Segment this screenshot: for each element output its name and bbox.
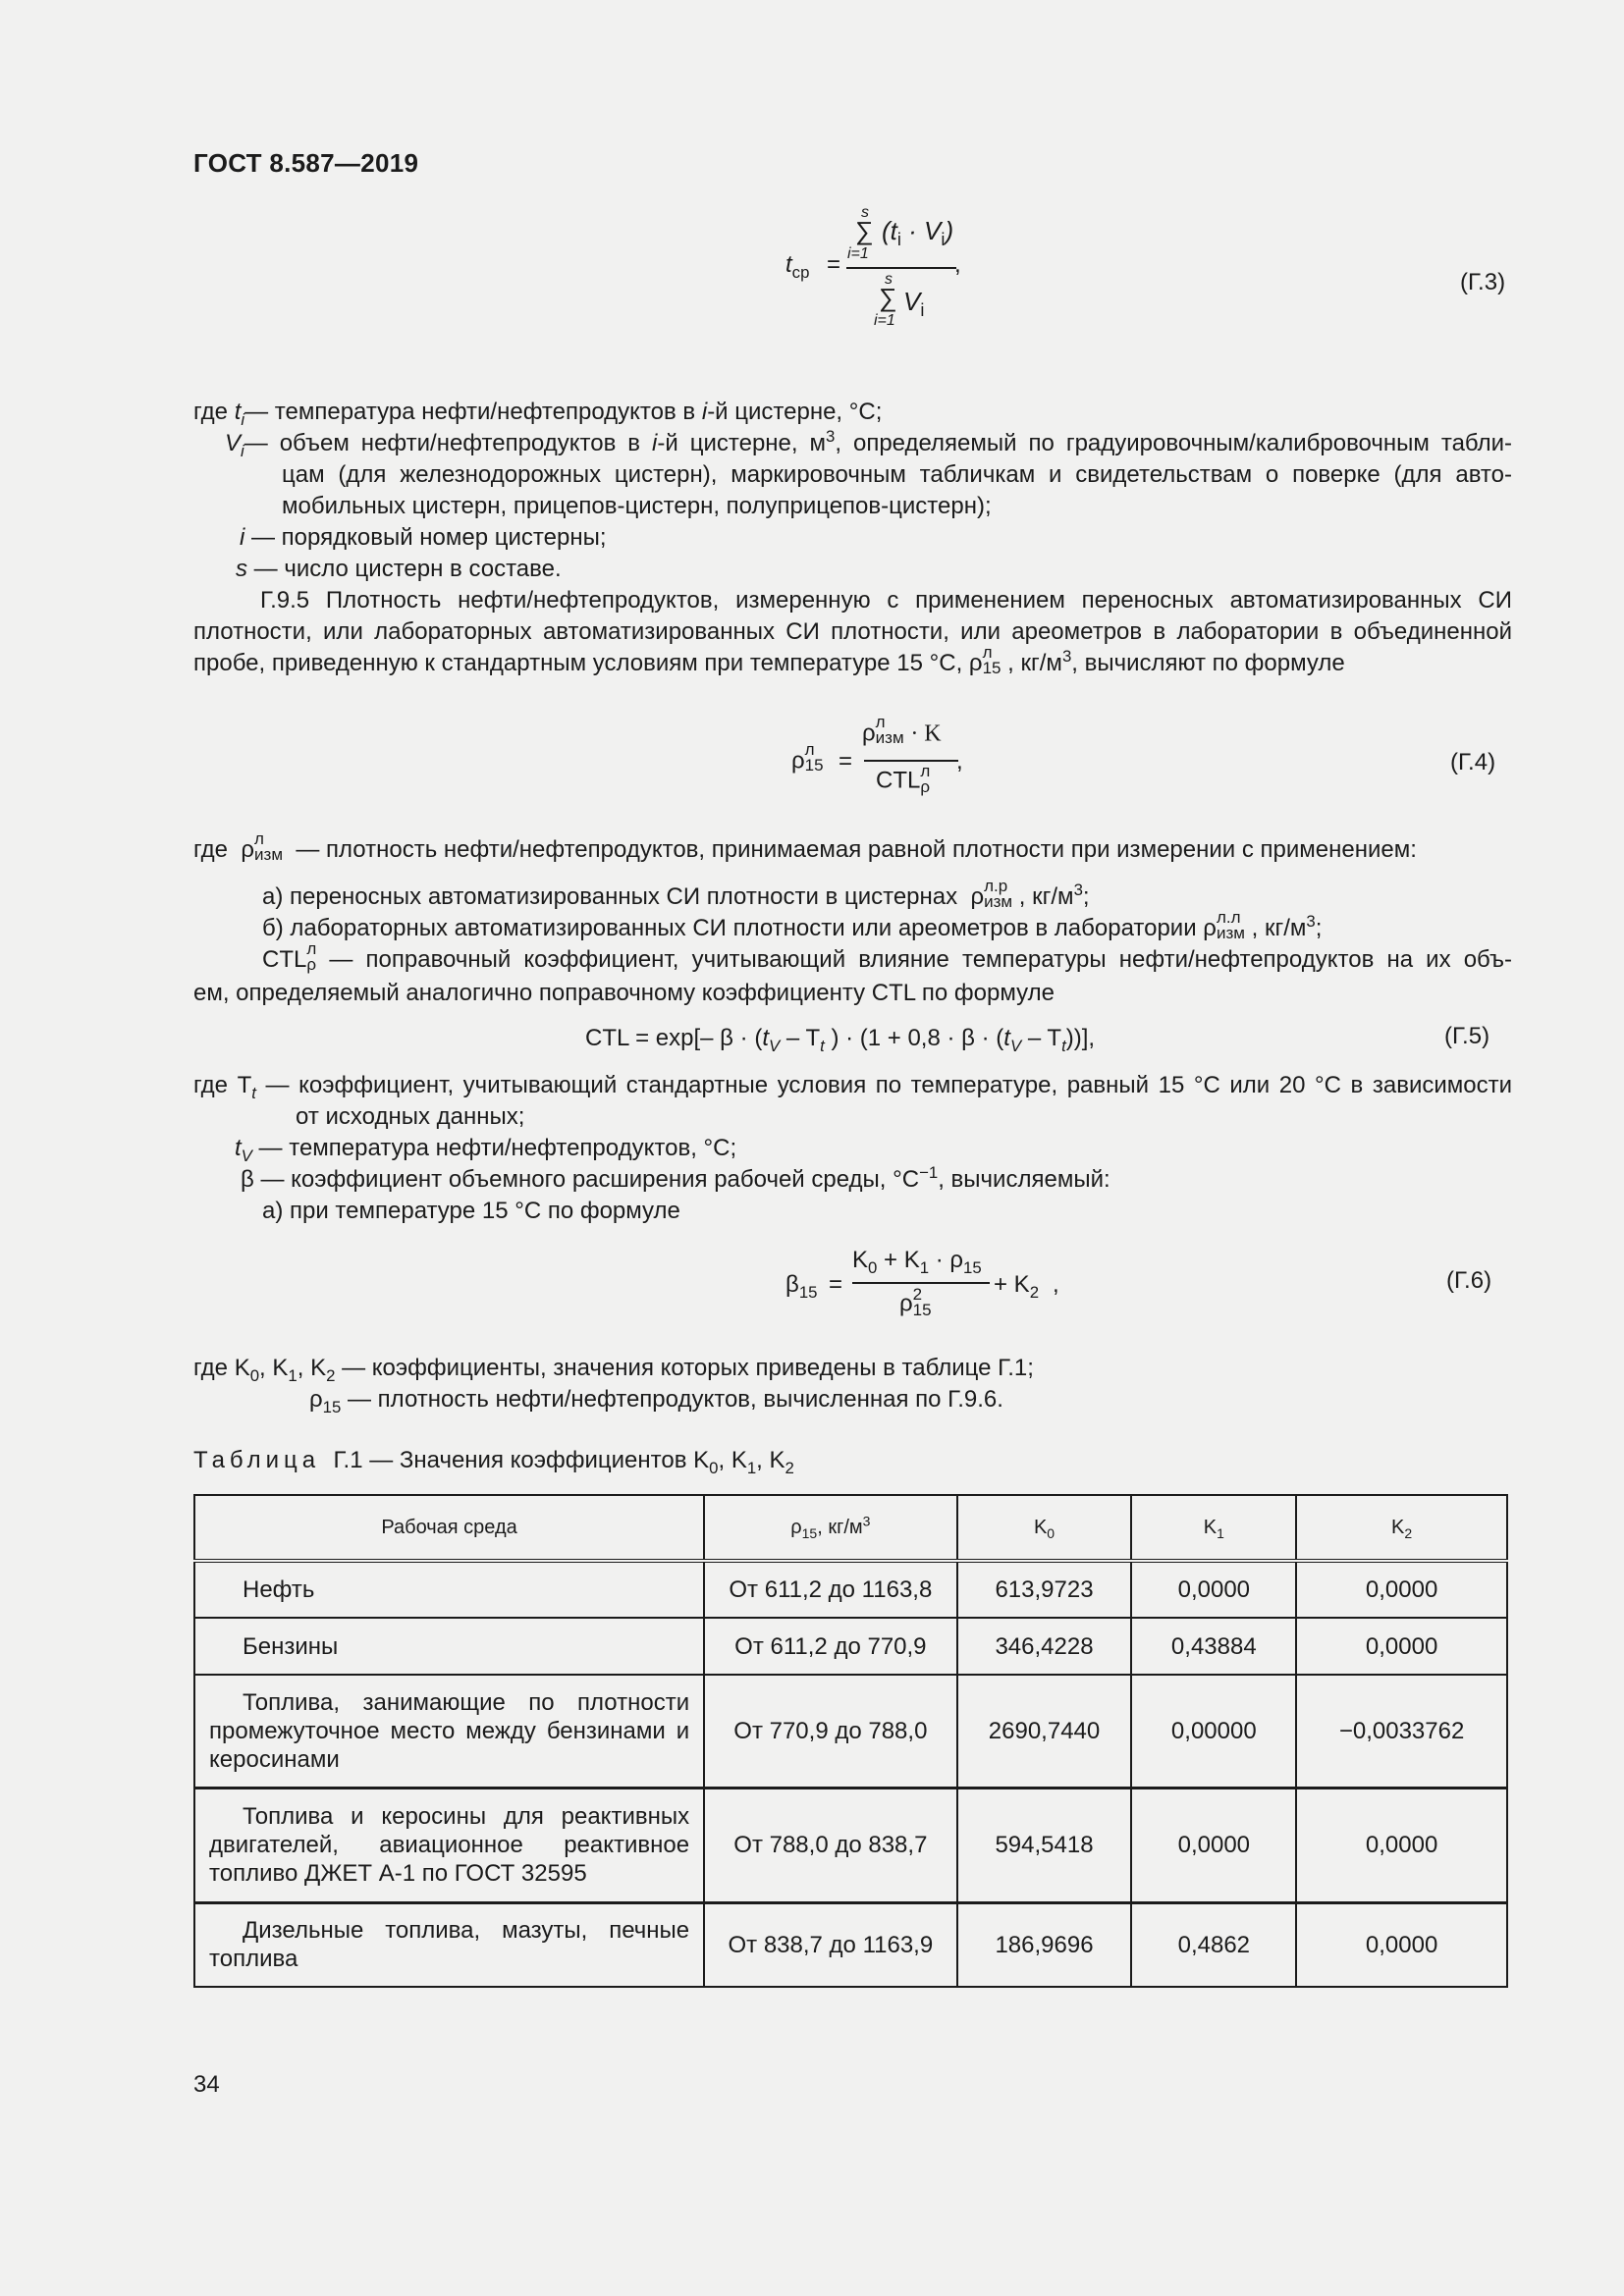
- definitions-g3: [193, 397, 1512, 593]
- comma: ,: [1053, 1271, 1059, 1298]
- def-rho-izm: где ρ л изм — плотность нефти/нефтепродуктов, принимаемая равной плотности при измерении с применением:: [193, 828, 1417, 864]
- formula-g6-numerator: $K_0 + K_1 \cdot \rho_{15}$: [852, 1247, 982, 1277]
- formula-g4-numerator: ρ л изм · K: [862, 713, 942, 747]
- fraction-bar: [864, 760, 958, 762]
- cell-k0: 613,9723: [957, 1561, 1132, 1618]
- header-medium: Рабочая среда: [194, 1495, 704, 1561]
- cell-range: От 788,0 до 838,7: [704, 1788, 956, 1902]
- def-vi-cont1: цам (для железнодорожных цистерн), маркировочным табличкам и свидетельствам о поверке (для авто-: [282, 461, 1512, 488]
- sum-lower-limit: i=1: [847, 245, 869, 262]
- def-vi: $V_i—$ объем нефти/нефтепродуктов в i-й цистерне, $м^3$, определяемый по градуировочным/калибровочным табли-: [225, 427, 1512, 460]
- def-beta-item-a: а) при температуре 15 °С по формуле: [262, 1198, 680, 1224]
- formula-g3-denominator: $V_i$: [903, 287, 925, 321]
- formula-g3: [785, 202, 982, 340]
- def-rho15: $\rho_{15}$ — плотность нефти/нефтепродуктов, вычисленная по Г.9.6.: [309, 1386, 1003, 1416]
- table-caption: Таблица Г.1 — Значения коэффициентов $K_0$, $K_1$, $K_2$: [193, 1447, 794, 1477]
- definitions-g5: [193, 1070, 1512, 1227]
- def-Tt: где $T_t$ — коэффициент, учитывающий стандартные условия по температуре, равный 15 °С или 20 °С в зависимости: [193, 1072, 1512, 1102]
- def-ctl-cont: ем, определяемый аналогично поправочному коэффициенту CTL по формуле: [193, 980, 1055, 1006]
- def-item-a: а) переносных автоматизированных СИ плотности в цистернах ρ л.р изм , $кг/м^3$;: [262, 876, 1090, 911]
- equals-sign: =: [827, 251, 841, 278]
- paragraph-line: пробе, приведенную к стандартным условиям при температуре 15 °С, ρ л 15 , $кг/м^3$, вычисляют по формуле: [193, 642, 1345, 677]
- formula-g3-lhs: $t_{ср}$: [785, 251, 810, 282]
- cell-range: От 770,9 до 788,0: [704, 1675, 956, 1788]
- equation-number-g3: (Г.3): [1460, 269, 1506, 295]
- paragraph-g9-5: [193, 585, 1512, 683]
- table-row: [194, 1788, 1507, 1902]
- cell-k1: 0,00000: [1131, 1675, 1296, 1788]
- formula-g6-lhs: $\beta_{15}$: [785, 1271, 818, 1302]
- def-ctl: CTL л ρ — поправочный коэффициент, учитывающий влияние температуры нефти/нефтепродуктов на их объ-: [262, 938, 1513, 974]
- cell-k1: 0,4862: [1131, 1902, 1296, 1987]
- cell-k2: 0,0000: [1296, 1902, 1507, 1987]
- cell-medium: Топлива, занимающие по плотности промежуточное место между бензинами и керосинами: [194, 1675, 704, 1788]
- standard-header: ГОСТ 8.587—2019: [193, 148, 419, 178]
- sum-upper-limit: s: [861, 204, 869, 221]
- def-item-b: б) лабораторных автоматизированных СИ плотности или ареометров в лаборатории ρ л.л изм , $кг/м^3$;: [262, 907, 1323, 942]
- cell-k2: 0,0000: [1296, 1618, 1507, 1675]
- table-row: [194, 1561, 1507, 1618]
- header-density: $\rho_{15}$, $кг/м^3$: [704, 1495, 956, 1561]
- cell-range: От 838,7 до 1163,9: [704, 1902, 956, 1987]
- paragraph-line: Г.9.5 Плотность нефти/нефтепродуктов, измеренную с применением переносных автоматизированных СИ: [260, 587, 1512, 614]
- paragraph-line: плотности, или лабораторных автоматизированных СИ плотности, или ареометров в лаборатории в объединенной: [193, 618, 1512, 645]
- header-k1: $K_1$: [1131, 1495, 1296, 1561]
- def-i: i — порядковый номер цистерны;: [240, 524, 607, 551]
- cell-k0: 594,5418: [957, 1788, 1132, 1902]
- header-k2: $K_2$: [1296, 1495, 1507, 1561]
- sigma-icon: ∑: [879, 283, 897, 312]
- def-tv: $t_V$ — температура нефти/нефтепродуктов, °С;: [235, 1135, 737, 1165]
- formula-g3-numerator: $(t_i \cdot V_i)$: [882, 216, 954, 250]
- comma: ,: [956, 748, 963, 774]
- table-row: [194, 1902, 1507, 1987]
- cell-k2: 0,0000: [1296, 1788, 1507, 1902]
- fraction-bar: [846, 267, 956, 269]
- cell-medium: Топлива и керосины для реактивных двигателей, авиационное реактивное топливо ДЖЕТ А-1 по ГОСТ 32595: [194, 1788, 704, 1902]
- sum-lower-limit: i=1: [874, 312, 895, 329]
- cell-k0: 2690,7440: [957, 1675, 1132, 1788]
- table-row: [194, 1618, 1507, 1675]
- equals-sign: =: [829, 1271, 843, 1298]
- cell-medium: Бензины: [194, 1618, 704, 1675]
- equals-sign: =: [839, 748, 853, 774]
- equation-number-g6: (Г.6): [1446, 1267, 1492, 1294]
- cell-range: От 611,2 до 770,9: [704, 1618, 956, 1675]
- cell-medium: Дизельные топлива, мазуты, печные топлива: [194, 1902, 704, 1987]
- cell-range: От 611,2 до 1163,8: [704, 1561, 956, 1618]
- formula-g4-denominator: CTL л ρ: [876, 762, 931, 796]
- table-row: [194, 1675, 1507, 1788]
- fraction-bar: [852, 1282, 990, 1284]
- def-beta: β — коэффициент объемного расширения рабочей среды, $^\circ С^{-1}$, вычисляемый:: [241, 1163, 1110, 1193]
- sum-upper-limit: s: [885, 271, 893, 288]
- table-header-row: [194, 1495, 1507, 1561]
- cell-k0: 186,9696: [957, 1902, 1132, 1987]
- def-k-coefficients: где $K_0$, $K_1$, $K_2$ — коэффициенты, значения которых приведены в таблице Г.1;: [193, 1355, 1034, 1385]
- formula-g4-lhs: ρ л 15: [791, 740, 824, 774]
- cell-k1: 0,0000: [1131, 1561, 1296, 1618]
- definitions-g6: [193, 1353, 1512, 1421]
- formula-g6-denominator: ρ 2 15: [899, 1285, 932, 1319]
- cell-k2: −0,0033762: [1296, 1675, 1507, 1788]
- comma: ,: [954, 251, 961, 278]
- sigma-icon: ∑: [855, 216, 874, 245]
- cell-k1: 0,0000: [1131, 1788, 1296, 1902]
- coefficients-table: [193, 1494, 1508, 1988]
- page-number: 34: [193, 2071, 220, 2098]
- formula-g6: [785, 1242, 1080, 1330]
- formula-g5: CTL = exp[– $\beta \cdot (t_V - T_t$ ) · $(1 + 0,8 \cdot \beta \cdot (t_V - T_t))$],: [585, 1025, 1096, 1055]
- formula-g6-plus-k2: + $K_2$: [994, 1271, 1040, 1302]
- cell-k1: 0,43884: [1131, 1618, 1296, 1675]
- def-vi-cont2: мобильных цистерн, прицепов-цистерн, полуприцепов-цистерн);: [282, 493, 992, 519]
- cell-k2: 0,0000: [1296, 1561, 1507, 1618]
- cell-k0: 346,4228: [957, 1618, 1132, 1675]
- definitions-g4: [193, 828, 1513, 1011]
- formula-g4: [791, 713, 988, 815]
- cell-medium: Нефть: [194, 1561, 704, 1618]
- def-Tt-cont: от исходных данных;: [296, 1103, 525, 1130]
- equation-number-g5: (Г.5): [1444, 1023, 1490, 1049]
- def-ti: где $t_i—$ температура нефти/нефтепродуктов в i-й цистерне, °С;: [193, 399, 883, 429]
- def-s: s — число цистерн в составе.: [236, 556, 562, 582]
- equation-number-g4: (Г.4): [1450, 749, 1496, 775]
- header-k0: $K_0$: [957, 1495, 1132, 1561]
